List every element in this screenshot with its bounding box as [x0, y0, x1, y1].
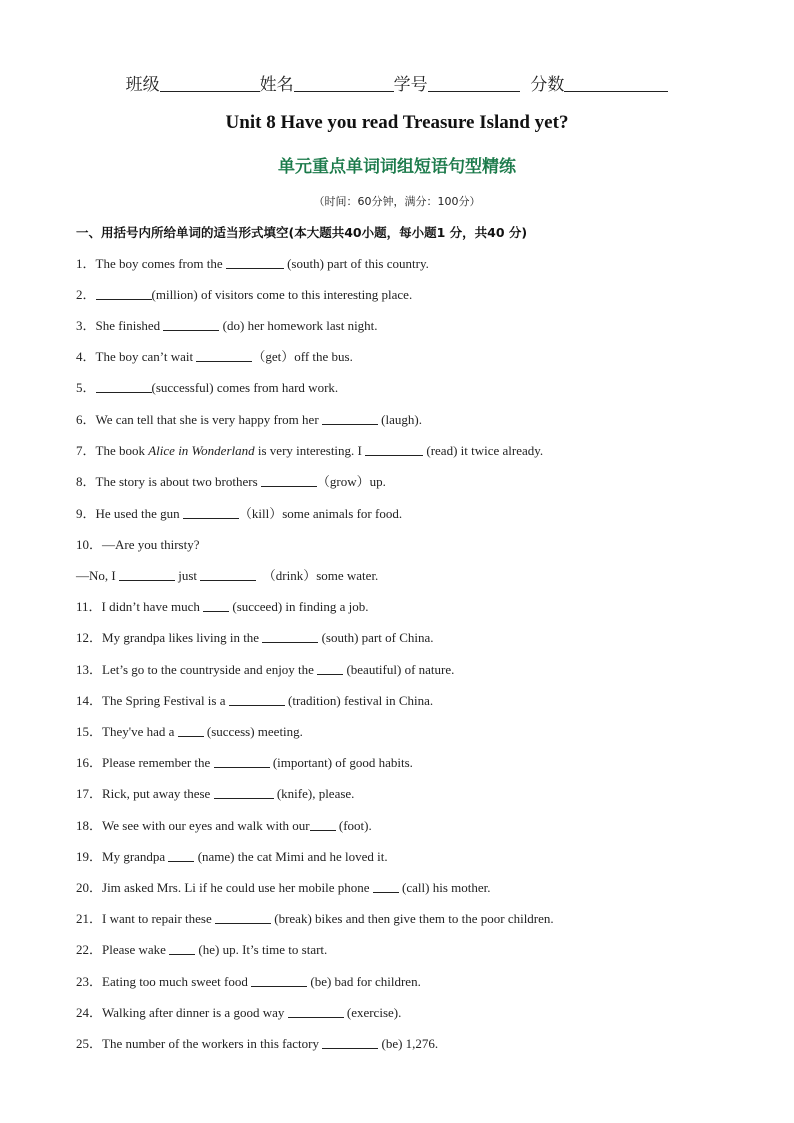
- class-label: 班级: [125, 75, 160, 95]
- number-label: 学号: [393, 75, 428, 95]
- question-18: 18．We see with our eyes and walk with our (foot).: [76, 818, 372, 833]
- question-2: 2． (million) of visitors come to this interesting place.: [76, 287, 413, 302]
- exam-timing: （时间：60分钟，满分：100分）: [313, 195, 481, 208]
- score-blank: [564, 73, 668, 92]
- student-info-line: [0, 70, 794, 95]
- question-12: 12．My grandpa likes living in the (south) part of China.: [76, 630, 434, 645]
- question-23: 23．Eating too much sweet food (be) bad for children.: [76, 974, 421, 989]
- question-15: 15．They've had a (success) meeting.: [76, 724, 303, 739]
- question-1: 1．The boy comes from the (south) part of this country.: [76, 256, 429, 271]
- question-5: 5． (successful) comes from hard work.: [76, 380, 339, 395]
- score-label: 分数: [530, 75, 565, 95]
- page-title: Unit 8 Have you read Treasure Island yet?: [225, 112, 569, 133]
- question-20: 20．Jim asked Mrs. Li if he could use her mobile phone (call) his mother.: [76, 880, 491, 895]
- question-22: 22．Please wake (he) up. It’s time to start.: [76, 942, 328, 957]
- question-10: 10．—Are you thirsty?: [76, 537, 200, 552]
- question-16: 16．Please remember the (important) of good habits.: [76, 755, 413, 770]
- section-title: 一、用括号内所给单词的适当形式填空(本大题共40小题，每小题1 分，共40 分): [76, 225, 528, 240]
- question-24: 24．Walking after dinner is a good way (exercise).: [76, 1005, 402, 1020]
- question-8: 8．The story is about two brothers （grow）up.: [76, 474, 386, 489]
- name-label: 姓名: [259, 75, 294, 95]
- question-4: 4．The boy can’t wait （get）off the bus.: [76, 349, 353, 364]
- question-11: 11．I didn’t have much (succeed) in finding a job.: [76, 599, 369, 614]
- question-19: 19．My grandpa (name) the cat Mimi and he loved it.: [76, 849, 388, 864]
- class-blank: [160, 73, 260, 92]
- question-25: 25．The number of the workers in this factory (be) 1,276.: [76, 1036, 439, 1051]
- number-blank: [428, 73, 520, 92]
- page-subtitle: 单元重点单词词组短语句型精练: [278, 157, 516, 177]
- name-blank: [294, 73, 394, 92]
- question-13: 13．Let’s go to the countryside and enjoy the (beautiful) of nature.: [76, 662, 455, 677]
- question-17: 17．Rick, put away these (knife), please.: [76, 786, 355, 801]
- question-10-reply: —No, I just （drink）some water.: [76, 568, 379, 583]
- question-7: 7．The book Alice in Wonderland is very interesting. I (read) it twice already.: [76, 443, 544, 458]
- question-14: 14．The Spring Festival is a (tradition) festival in China.: [76, 693, 434, 708]
- question-21: 21．I want to repair these (break) bikes and then give them to the poor children.: [76, 911, 554, 926]
- question-3: 3．She finished (do) her homework last night.: [76, 318, 378, 333]
- question-9: 9．He used the gun （kill）some animals for food.: [76, 506, 403, 521]
- question-6: 6．We can tell that she is very happy from her (laugh).: [76, 412, 422, 427]
